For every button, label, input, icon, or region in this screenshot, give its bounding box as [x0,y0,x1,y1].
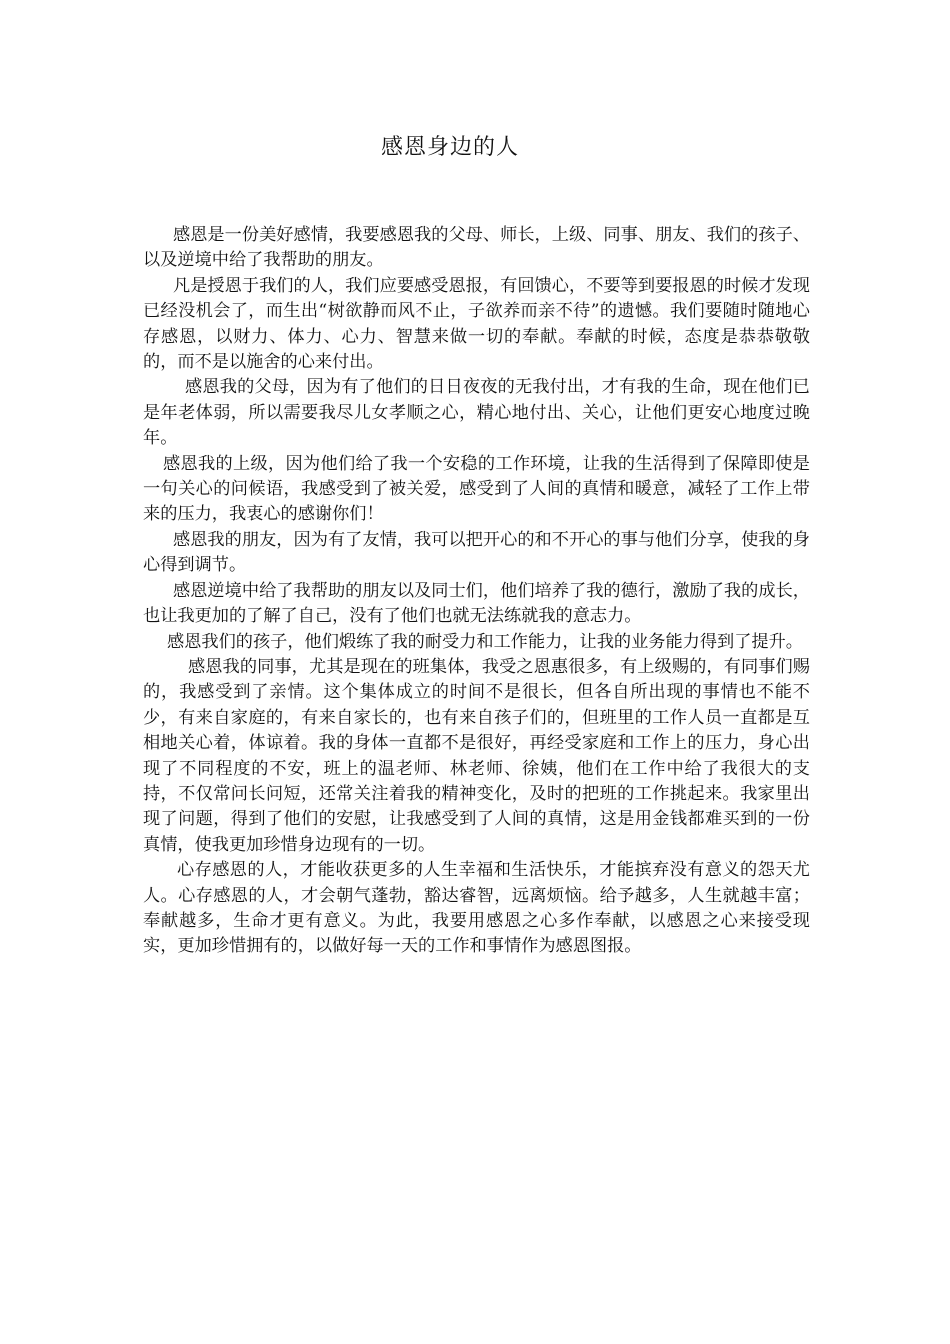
paragraph-9: 心存感恩的人，才能收获更多的人生幸福和生活快乐，才能摈弃没有意义的怨天尤人。心存感恩的人，才会朝气蓬勃，豁达睿智，远离烦恼。给予越多，人生就越丰富；奉献越多，生命才更有意义。为此，我要用感恩之心多作奉献，以感恩之心来接受现实，更加珍惜拥有的，以做好每一天的工作和事情作为感恩图报。 [143,860,810,957]
paragraph-4: 感恩我的上级，因为他们给了我一个安稳的工作环境，让我的生活得到了保障即使是一句关心的问候语，我感受到了被关爱，感受到了人间的真情和暖意，减轻了工作上带来的压力，我衷心的感谢你们！ [143,453,810,525]
paragraph-2: 凡是授恩于我们的人，我们应要感受恩报，有回馈心，不要等到要报恩的时候才发现已经没机会了，而生出“树欲静而风不止，子欲养而亲不待”的遗憾。我们要随时随地心存感恩，以财力、体力、心力、智慧来做一切的奉献。奉献的时候，态度是恭恭敬敬的，而不是以施舍的心来付出。 [143,275,810,373]
document-body [143,223,810,960]
paragraph-3: 感恩我的父母，因为有了他们的日日夜夜的无我付出，才有我的生命，现在他们已是年老体弱，所以需要我尽儿女孝顺之心，精心地付出、关心，让他们更安心地度过晚年。 [143,377,810,449]
paragraph-8: 感恩我的同事，尤其是现在的班集体，我受之恩惠很多，有上级赐的，有同事们赐的，我感受到了亲情。这个集体成立的时间不是很长，但各自所出现的事情也不能不少，有来自家庭的，有来自家长的，也有来自孩子们的，但班里的工作人员一直都是互相地关心着，体谅着。我的身体一直都不是很好，再经受家庭和工作上的压力，身心出现了不同程度的不安，班上的温老师、林老师、徐姨，他们在工作中给了我很大的支持，不仅常问长问短，还常关注着我的精神变化，及时的把班的工作挑起来。我家里出现了问题，得到了他们的安慰，让我感受到了人间的真情，这是用金钱都难买到的一份真情，使我更加珍惜身边现有的一切。 [143,656,810,855]
document-title: 感恩身边的人 [380,135,519,160]
paragraph-1: 感恩是一份美好感情，我要感恩我的父母、师长，上级、同事、朋友、我们的孩子、以及逆境中给了我帮助的朋友。 [143,225,810,271]
paragraph-7: 感恩我们的孩子，他们煅练了我的耐受力和工作能力，让我的业务能力得到了提升。 [167,631,803,652]
paragraph-6: 感恩逆境中给了我帮助的朋友以及同士们，他们培养了我的德行，激励了我的成长，也让我更加的了解了自己，没有了他们也就无法练就我的意志力。 [143,580,810,627]
paragraph-5: 感恩我的朋友，因为有了友情，我可以把开心的和不开心的事与他们分享，使我的身心得到调节。 [143,529,810,576]
